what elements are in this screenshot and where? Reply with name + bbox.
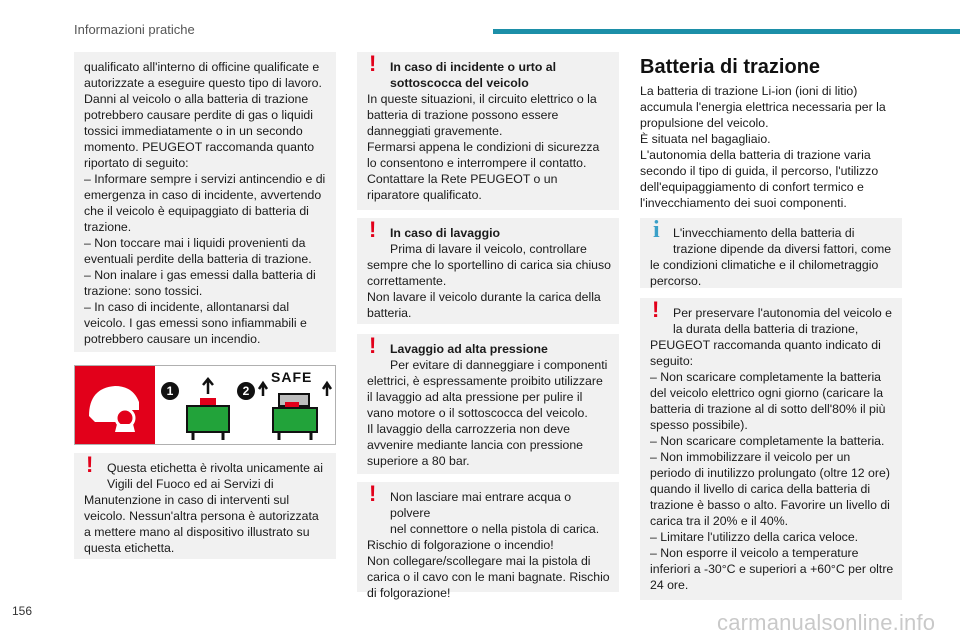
warning-icon: ! xyxy=(369,217,377,242)
header-accent-bar xyxy=(493,29,960,34)
accident-title-line1: In caso di incidente o urto al xyxy=(390,60,557,74)
box-high-pressure xyxy=(357,334,619,474)
preserve-text: PEUGEOT raccomanda quanto indicato di seguito: – Non scaricare completamente la batteria del veicolo elettrico ogni giorno (caricare la batteria di trazione al di sotto dell'80% il più spesso possibile). – Non scaricare completamente la batteria. – Non immobilizzare il veicolo per un periodo di inutilizzo prolungato (oltre 12 ore) quando il livello di carica della batteria di trazione è basso o alto. Favorire un livello di carica tra il 20% e il 40%. – Limitare l'utilizzo della carica veloce. – Non esporre il veicolo a temperature inferiori a -30°C e superiori a +60°C per oltre 24 ore. xyxy=(650,338,894,592)
page-number: 156 xyxy=(12,604,33,618)
box-water-dust xyxy=(357,481,619,600)
water-dust-line2: nel connettore o nella pistola di carica. xyxy=(390,522,600,536)
safe-label: SAFE xyxy=(271,369,313,385)
washing-text: sempre che lo sportellino di carica sia chiuso correttamente. Non lavare il veicolo durante la carica della batteria. xyxy=(367,258,612,320)
warning-icon: ! xyxy=(369,51,377,76)
info-icon: i xyxy=(653,217,660,243)
preserve-line2: la durata della batteria di trazione, xyxy=(673,322,859,336)
aging-line2: trazione dipende da diversi fattori, come xyxy=(673,242,892,256)
water-dust-text: Rischio di folgorazione o incendio! Non collegare/scollegare mai la pistola di carica o il cavo con le mani bagnate. Rischio di folgorazione! xyxy=(367,538,610,600)
water-dust-line1: Non lasciare mai entrare acqua o polvere xyxy=(390,490,572,520)
washing-line2: Prima di lavare il veicolo, controllare xyxy=(390,242,587,256)
box-washing xyxy=(357,218,619,324)
box-safety-info xyxy=(74,52,336,352)
warning-icon: ! xyxy=(369,333,377,358)
traction-battery-intro: La batteria di trazione Li-ion (ioni di litio) accumula l'energia elettrica necessaria per la propulsione del veicolo. È situata nel bagagliaio. L'autonomia della batteria di trazione varia secondo il tipo di guida, il percorso, l'utilizzo dell'equipaggiamento di confort termico e l'invecchiamento dei suoi componenti. xyxy=(640,84,886,210)
aging-text: le condizioni climatiche e il chilometraggio percorso. xyxy=(650,258,879,288)
firefighter-helmet-icon xyxy=(75,366,155,444)
accident-title-line2: sottoscocca del veicolo xyxy=(390,76,529,90)
box-accident xyxy=(357,52,619,210)
disconnect-step-2-icon xyxy=(257,380,335,442)
disconnect-step-1-icon xyxy=(183,376,233,442)
section-title: Informazioni pratiche xyxy=(74,22,195,37)
high-pressure-text: elettrici, è espressamente proibito utilizzare il lavaggio ad alta pressione per pulire il vano motore o il sottoscocca del veicolo. Il lavaggio della carrozzeria non deve avvenire mediante lancia con pressione superiore a 80 bar. xyxy=(367,374,603,468)
firefighter-panel xyxy=(75,366,155,444)
washing-title: In caso di lavaggio xyxy=(390,226,501,240)
high-pressure-title: Lavaggio ad alta pressione xyxy=(390,342,548,356)
safety-info-text: qualificato all'interno di officine qualificate e autorizzate a eseguire questo tipo di lavoro. Danni al veicolo o alla batteria di trazione potrebbero causare perdite di gas o liquidi tossici immediatamente o in un secondo momento. PEUGEOT raccomanda quanto riportato di seguito: – Informare sempre i servizi antincendio e di emergenza in caso di incidente, avvertendo che il veicolo è equipaggiato di batteria di trazione. – Non toccare mai i liquidi provenienti da eventuali perdite della batteria di trazione. – Non inalare i gas emessi dalla batteria di trazione: sono tossici. – In caso di incidente, allontanarsi dal veicolo. I gas emessi sono infiammabili e potrebbero causare un incendio. xyxy=(84,60,326,346)
step-number-1: 1 xyxy=(161,382,179,400)
warning-icon: ! xyxy=(86,452,94,477)
preserve-line1: Per preservare l'autonomia del veicolo e xyxy=(673,306,893,320)
warning-icon: ! xyxy=(652,297,660,322)
safety-label-image xyxy=(74,365,336,445)
accident-text: In queste situazioni, il circuito elettrico o la batteria di trazione possono essere danneggiati gravemente. Fermarsi appena le condizioni di sicurezza lo consentono e interrompere il contatto. Contattare la Rete PEUGEOT o un riparatore qualificato. xyxy=(367,92,600,202)
aging-line1: L'invecchiamento della batteria di xyxy=(673,226,855,240)
box-battery-preserve xyxy=(640,298,902,600)
label-warning-text: Manutenzione in caso di interventi sul veicolo. Nessun'altra persona è autorizzata a mettere mano al dispositivo illustrato su questa etichetta. xyxy=(84,493,319,555)
label-warning-line2: Vigili del Fuoco ed ai Servizi di xyxy=(107,477,274,491)
watermark: carmanualsonline.info xyxy=(717,610,936,635)
warning-icon: ! xyxy=(369,481,377,506)
box-battery-aging xyxy=(640,218,902,288)
label-warning-line1: Questa etichetta è rivolta unicamente ai xyxy=(107,461,324,475)
step-number-2: 2 xyxy=(237,382,255,400)
high-pressure-line2: Per evitare di danneggiare i componenti xyxy=(390,358,608,372)
traction-battery-heading: Batteria di trazione xyxy=(640,56,821,78)
box-label-warning xyxy=(74,453,336,559)
